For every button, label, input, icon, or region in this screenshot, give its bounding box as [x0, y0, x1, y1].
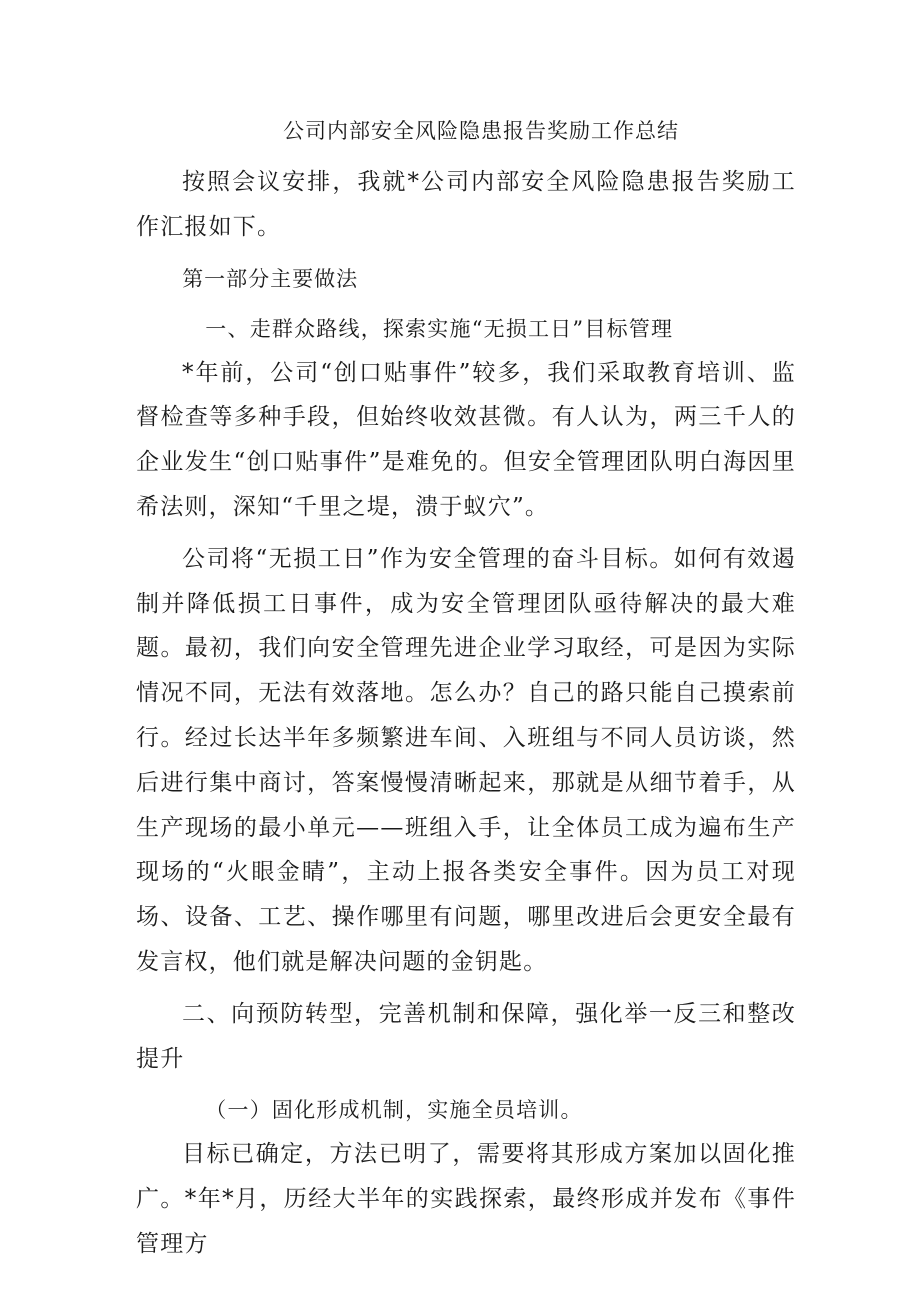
intro-paragraph: 按照会议安排，我就*公司内部安全风险隐患报告奖励工作汇报如下。: [136, 169, 796, 240]
subsection-1-paragraph: 目标已确定，方法已明了，需要将其形成方案加以固化推广。*年*月，历经大半年的实践探索，最终形成并发布《事件管理方: [136, 1141, 796, 1257]
document-body: [136, 110, 796, 1267]
section-1-heading: 一、走群众路线，探索实施“无损工日”目标管理: [205, 316, 674, 341]
section-1-paragraph-1: *年前，公司“创口贴事件”较多，我们采取教育培训、监督检查等多种手段，但始终收效甚微。有人认为，两三千人的企业发生“创口贴事件”是难免的。但安全管理团队明白海因里希法则，深知“千里之堤，溃于蚁穴”。: [136, 359, 796, 520]
section-1-paragraph-2: 公司将“无损工日”作为安全管理的奋斗目标。如何有效遏制并降低损工日事件，成为安全管理团队亟待解决的最大难题。最初，我们向安全管理先进企业学习取经，可是因为实际情况不同，无法有效落地。怎么办？自己的路只能自己摸索前行。经过长达半年多频繁进车间、入班组与不同人员访谈，然后进行集中商讨，答案慢慢清晰起来，那就是从细节着手，从生产现场的最小单元——班组入手，让全体员工成为遍布生产现场的“火眼金睛”，主动上报各类安全事件。因为员工对现场、设备、工艺、操作哪里有问题，哪里改进后会更安全最有发言权，他们就是解决问题的金钥匙。: [136, 545, 796, 975]
section-2-heading: 二、向预防转型，完善机制和保障，强化举一反三和整改提升: [136, 1000, 796, 1072]
part-heading: 第一部分主要做法: [182, 266, 359, 291]
subsection-1-heading: （一）固化形成机制，实施全员培训。: [205, 1098, 583, 1123]
document-title: 公司内部安全风险隐患报告奖励工作总结: [283, 119, 679, 143]
